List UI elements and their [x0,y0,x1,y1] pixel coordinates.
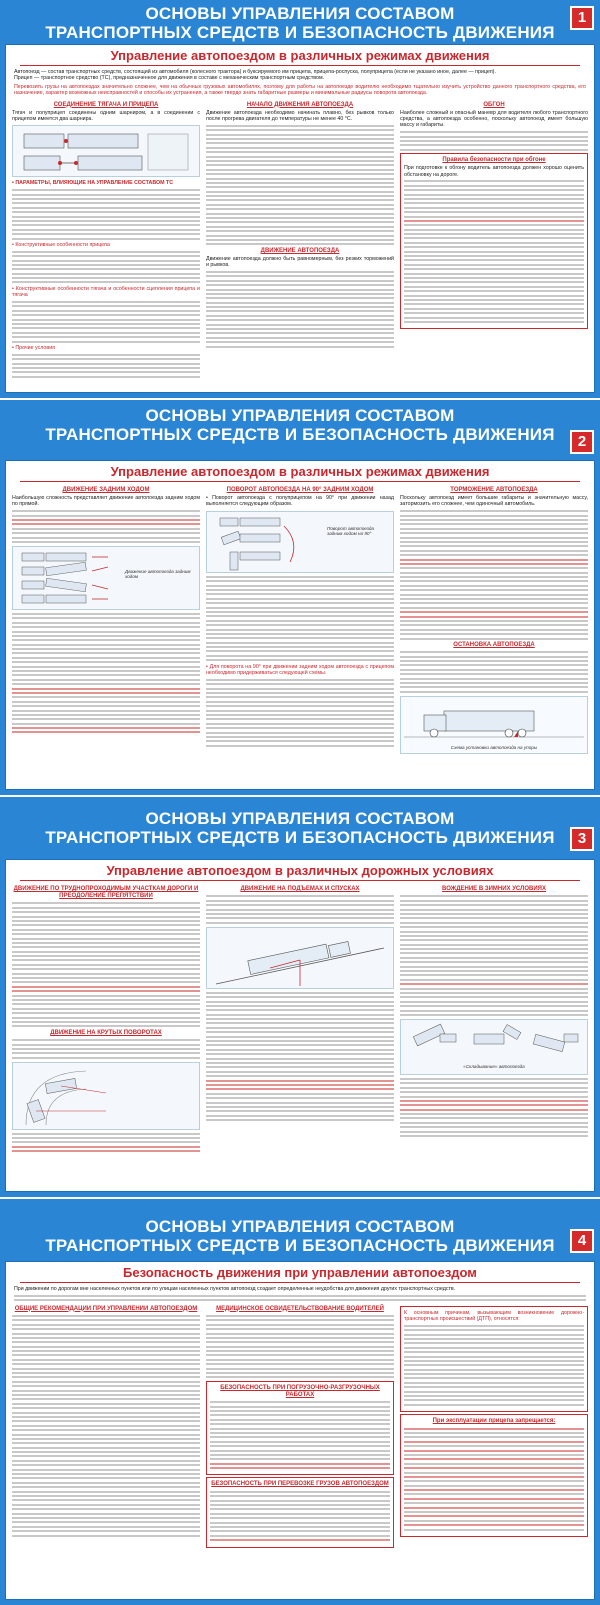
truck-on-chocks-diagram [400,696,588,754]
panel-2-col2-heading: ПОВОРОТ АВТОПОЕЗДА НА 90° ЗАДНИМ ХОДОМ [226,487,374,493]
panel-4-col2-body-text-2 [210,1401,390,1469]
panel-2-number-badge: 2 [570,430,594,454]
panel-4-col1-heading: ОБЩИЕ РЕКОМЕНДАЦИИ ПРИ УПРАВЛЕНИИ АВТОПОЕЗДОМ [14,1305,198,1312]
panel-3-col-2 [206,884,394,1155]
panel-2 [0,400,600,795]
panel-1-body [5,44,595,393]
panel-3-col3-body-text-2 [400,1078,588,1137]
panel-2-col3-caption: Схема установки автопоезда на упоры [450,744,538,750]
panel-1-col3-text: Наиболее сложный и опасный маневр для водителя любого транспортного средства, а автопоезда особенно, поскольку автопоезд имеет большую массу и габариты. [400,109,588,129]
panel-4-col3-text: К основным причинам, вызывающим возникновение дорожно-транспортных происшествий (ДТП), относятся: [404,1309,584,1322]
panel-3-col-1 [12,884,200,1155]
panel-1-col3-body-text-2 [404,180,584,323]
panel-3-header [0,809,600,847]
panel-3-col1-heading2: ДВИЖЕНИЕ НА КРУТЫХ ПОВОРОТАХ [50,1029,162,1036]
panel-1-def-pricep: Прицеп — транспортное средство (ТС), предназначенное для движения в составе с механическим транспортным средством. [14,75,325,82]
panel-2-col1-text: Наибольшую сложность представляет движение автопоезда задним ходом по прямой. [12,495,200,508]
panel-4-col2-body-text [206,1315,394,1378]
trailer-prohibitions-box [400,1414,588,1537]
panel-4-col2-heading2: БЕЗОПАСНОСТЬ ПРИ ПОГРУЗОЧНО-РАЗГРУЗОЧНЫХ РАБОТАХ [220,1384,380,1398]
cargo-transport-safety-box [206,1477,394,1547]
accident-causes-box [400,1306,588,1413]
panel-3-body [5,859,595,1192]
panel-1-col2-body-text [206,125,394,246]
panel-1-col1-body-text-2 [12,251,200,284]
panel-2-subtitle: Управление автопоездом в различных режимах движения [110,464,490,479]
panel-1-col1-sub3: • Конструктивные особенности тягача и особенности сцепления прицепа и тягача [12,285,200,299]
panel-4-col-1 [12,1304,200,1550]
panel-3-subtitle-rule [20,880,580,881]
panel-2-col3-heading2: ОСТАНОВКА АВТОПОЕЗДА [453,641,535,648]
panel-4-col2-body-text-3 [210,1491,390,1541]
panel-4-lead-body [14,1295,586,1301]
panel-4-body [5,1261,595,1600]
panel-1-col2-text: Движение автопоезда необходимо начинать плавно, без рывков только после прогрева двигателя до температуры не менее 40 °С. [206,109,394,123]
panel-2-col1-heading: ДВИЖЕНИЕ ЗАДНИМ ХОДОМ [62,487,150,493]
panel-2-col-1 [12,485,200,757]
panel-2-col3-text: Поскольку автопоезд имеет большие габариты и значительную массу, затормозить его сложнее, чем одиночный автомобиль. [400,495,588,508]
panel-2-col1-caption: Движение автопоезда задним ходом [125,568,191,580]
panel-2-title-line1: ОСНОВЫ УПРАВЛЕНИЯ СОСТАВОМ [145,406,455,425]
panel-1-col-3 [400,100,588,380]
panel-4-subtitle-rule [20,1282,580,1283]
panel-1-col2-text2: Движение автопоезда должно быть равномерным, без резких торможений и рывков. [206,255,394,269]
panel-2-col3-body-text [400,510,588,639]
panel-3-col2-heading: ДВИЖЕНИЕ НА ПОДЪЕМАХ И СПУСКАХ [240,886,360,892]
panel-2-col2-body-text [206,576,394,661]
panel-4 [0,1199,600,1605]
panel-2-col3-body-text-2 [400,651,588,693]
panel-4-subtitle: Безопасность движения при управлении автопоездом [123,1265,477,1280]
panel-2-col-2 [206,485,394,757]
panel-4-title-line2: ТРАНСПОРТНЫХ СРЕДСТВ И БЕЗОПАСНОСТЬ ДВИЖЕНИЯ [45,1236,555,1255]
overtaking-rules-box [400,153,588,329]
panel-4-col-3 [400,1304,588,1550]
panel-3-title-line2: ТРАНСПОРТНЫХ СРЕДСТВ И БЕЗОПАСНОСТЬ ДВИЖЕНИЯ [45,828,555,847]
panel-1-col1-intro: Тягач и полуприцеп соединены одним шарниром, а в соединении с прицепом имеется два шарнира. [12,109,200,123]
panel-1-col3-text2: При подготовке к обгону водитель автопоезда должен хорошо оценить обстановку на дороге. [404,165,584,178]
panel-3-col-3 [400,884,588,1155]
panel-2-subtitle-rule [20,481,580,482]
turn-90-semitrailer-diagram [206,511,394,573]
panel-3 [0,797,600,1197]
jackknife-diagram [400,1019,588,1075]
panel-3-subtitle: Управление автопоездом в различных дорожных условиях [106,863,494,878]
panel-3-col1-heading: ДВИЖЕНИЕ ПО ТРУДНОПРОХОДИМЫМ УЧАСТКАМ ДОРОГИ И ПРЕОДОЛЕНИЕ ПРЕПЯТСТВИЙ [13,886,199,899]
incline-forces-diagram [206,927,394,989]
panel-1-def-autopoezd: Автопоезд — состав транспортных средств, состоящий из автомобиля (колесного трактора) и буксируемого им прицепа, прицепа-роспуска, полуприцепа (если не указано иное, далее — прицеп). [14,69,496,75]
reverse-movement-diagram [12,546,200,610]
panel-4-col2-heading3: БЕЗОПАСНОСТЬ ПРИ ПЕРЕВОЗКЕ ГРУЗОВ АВТОПОЕЗДОМ [211,1481,389,1488]
panel-2-col-3 [400,485,588,757]
panel-3-col2-body-text [206,895,394,923]
panel-3-col3-body-text [400,895,588,1016]
panel-1-number-badge: 1 [570,6,594,30]
panel-3-number-badge: 3 [570,827,594,851]
panel-4-col3-heading: При эксплуатации прицепа запрещается: [432,1418,556,1425]
panel-1-header [0,4,600,42]
panel-4-col1-body-text [12,1315,200,1537]
panel-1-col2-heading: НАЧАЛО ДВИЖЕНИЯ АВТОПОЕЗДА [246,101,354,108]
panel-2-col2-text: • Поворот автопоезда с полуприцепом на 90° при движении назад выполняется следующим образом. [206,495,394,508]
panel-1-col2-heading2: ДВИЖЕНИЕ АВТОПОЕЗДА [260,247,340,254]
panel-4-lead: При движении по дорогам вне населенных пунктов или по улицам населенных пунктов автопоезд создает определенные неудобства для движения других транспортных средств. [14,1286,456,1292]
panel-1-col-1 [12,100,200,380]
panel-4-col-2 [206,1304,394,1550]
panel-4-title-line1: ОСНОВЫ УПРАВЛЕНИЯ СОСТАВОМ [145,1217,455,1236]
panel-2-col1-body-text [12,510,200,543]
panel-3-col1-body-text [12,902,200,1027]
panel-3-col3-heading: ВОЖДЕНИЕ В ЗИМНИХ УСЛОВИЯХ [442,886,546,892]
panel-2-header [0,406,600,444]
panel-3-col1-body-text-3 [12,1133,200,1153]
panel-2-title-line2: ТРАНСПОРТНЫХ СРЕДСТВ И БЕЗОПАСНОСТЬ ДВИЖЕНИЯ [45,425,555,444]
panel-1-col1-body-text-4 [12,354,200,378]
panel-1-col3-heading: ОБГОН [483,101,505,108]
panel-1-col1-heading: СОЕДИНЕНИЕ ТЯГАЧА И ПРИЦЕПА [53,101,159,108]
panel-1-subtitle: Управление автопоездом в различных режимах движения [110,48,490,63]
panel-1-col1-sub4: • Прочие условия [12,344,56,351]
panel-1-col1-body-text-3 [12,301,200,343]
panel-1-lead: Перевозить грузы на автопоездах значительно сложнее, чем на обычных грузовых автомобилях, поэтому для работы на автопоезде водителю необходимо тщательно изучить устройство данного транспортного средства, его назначение, характер возможных неисправностей и способы их устранения, а также твердо знать габаритные размеры и минимальные радиусы поворота автопоезда. [14,83,586,97]
panel-4-col3-body-text [404,1325,584,1406]
sharp-turn-diagram [12,1062,200,1130]
loading-safety-box [206,1381,394,1476]
coupling-diagram [12,125,200,177]
panel-1-col3-body-text [400,131,588,151]
panel-1-col1-sub2: • Конструктивные особенности прицепа [12,241,110,248]
panel-2-col1-body-text-2 [12,613,200,734]
panel-3-col2-body-text-2 [206,992,394,1121]
panel-1-col3-heading2: Правила безопасности при обгоне [442,157,546,164]
panel-4-col2-heading: МЕДИЦИНСКОЕ ОСВИДЕТЕЛЬСТВОВАНИЕ ВОДИТЕЛЕЙ [216,1305,384,1312]
panel-1-col2-body-text-2 [206,271,394,348]
panel-4-number-badge: 4 [570,1229,594,1253]
panel-1-title-line2: ТРАНСПОРТНЫХ СРЕДСТВ И БЕЗОПАСНОСТЬ ДВИЖЕНИЯ [45,23,555,42]
panel-2-col2-caption: Поворот автопоезда задним ходом на 90° [327,525,374,537]
panel-4-col3-body-text-2 [404,1428,584,1531]
panel-2-col2-text2: • Для поворота на 90° при движении задним ходом автопоезда с прицепом необходимо придерживаться следующей схемы. [206,663,394,677]
panel-1-title-line1: ОСНОВЫ УПРАВЛЕНИЯ СОСТАВОМ [145,4,455,23]
panel-2-col3-heading: ТОРМОЖЕНИЕ АВТОПОЕЗДА [450,487,538,493]
panel-3-col3-caption: «Складывание» автопоезда [463,1063,525,1069]
panel-2-body [5,460,595,790]
panel-1-subtitle-rule [20,65,580,66]
panel-1-col1-body-text [12,189,200,239]
panel-1-col-2 [206,100,394,380]
panel-3-title-line1: ОСНОВЫ УПРАВЛЕНИЯ СОСТАВОМ [145,809,455,828]
panel-4-header [0,1217,600,1255]
panel-1-col1-sub: • ПАРАМЕТРЫ, ВЛИЯЮЩИЕ НА УПРАВЛЕНИЕ СОСТАВОМ ТС [12,180,174,187]
panel-1 [0,0,600,398]
panel-2-col2-body-text-2 [206,679,394,747]
panel-3-col1-body-text-2 [12,1039,200,1059]
